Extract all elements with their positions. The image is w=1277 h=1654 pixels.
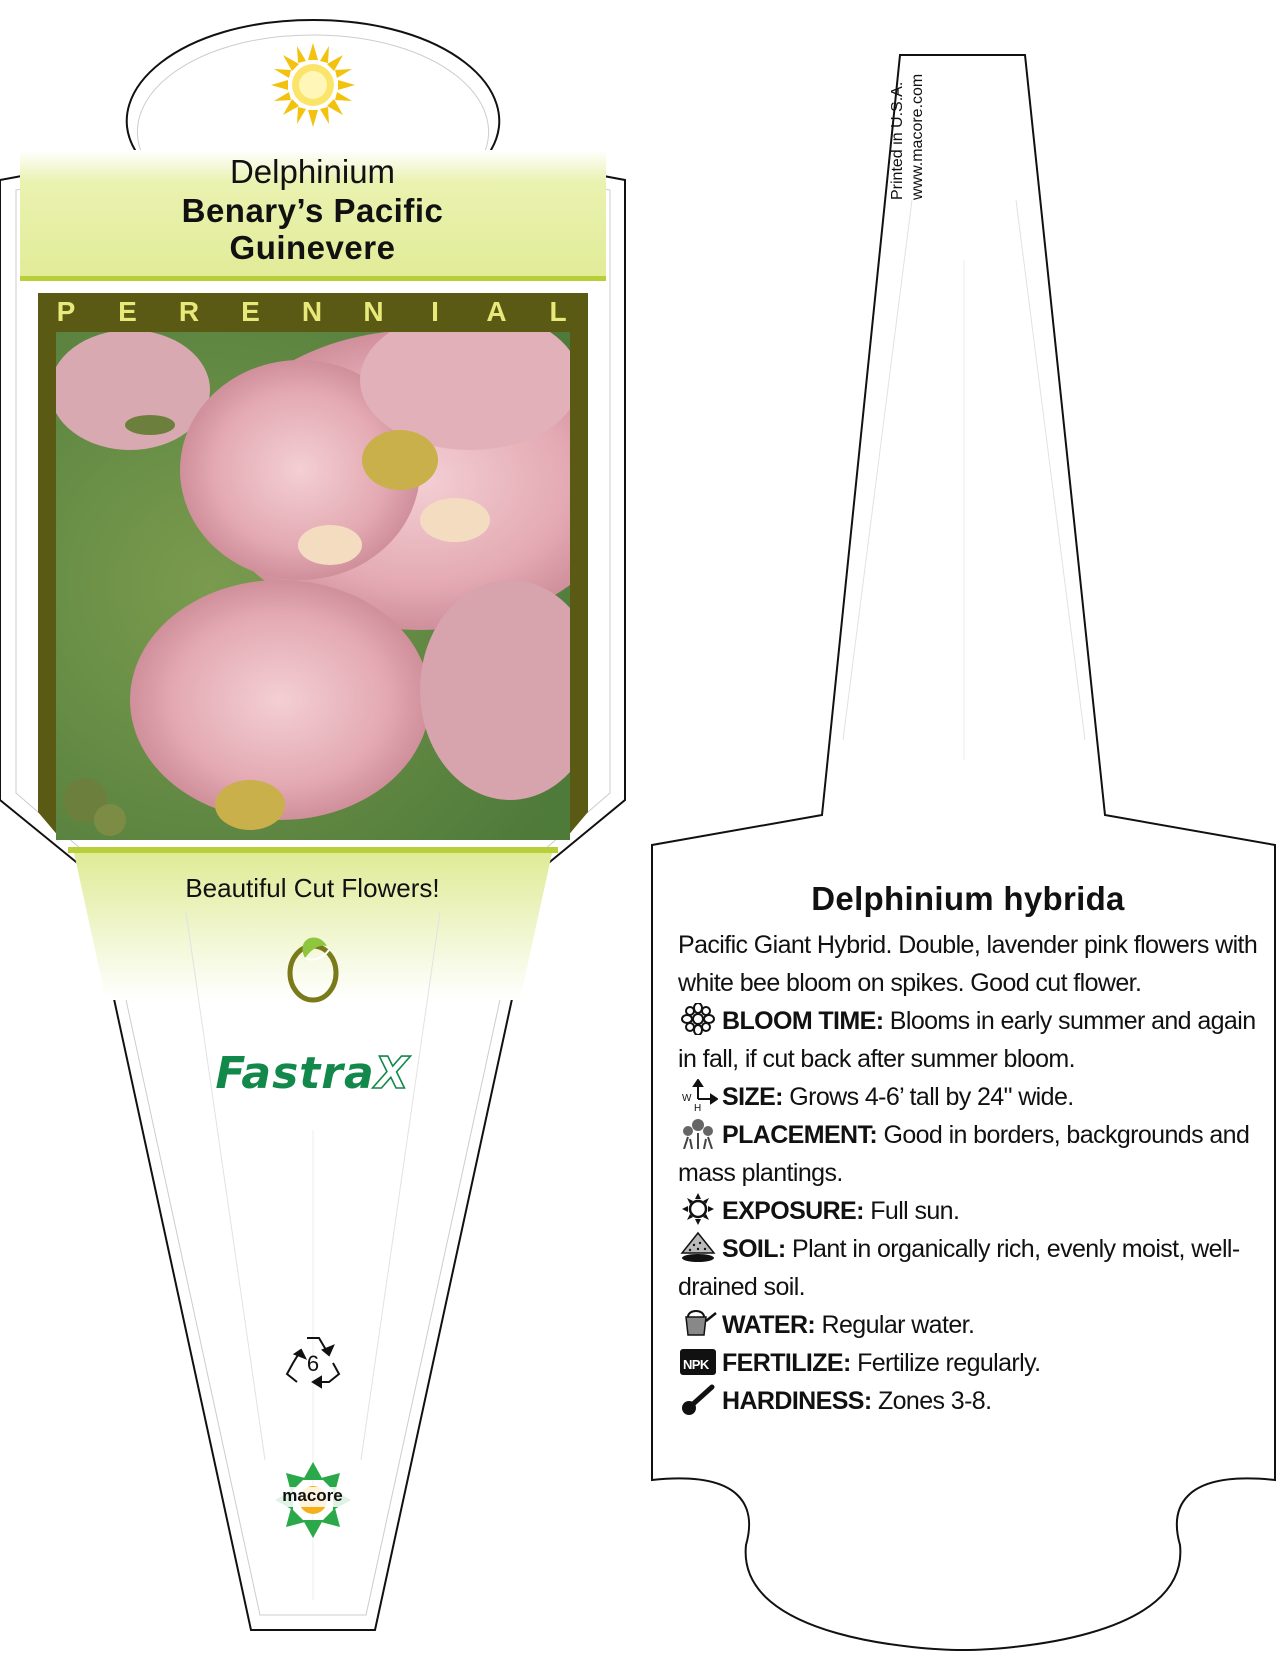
- flower-icon: [678, 1003, 718, 1035]
- cultivar-line-2: Guinevere: [229, 229, 396, 266]
- detail-label: SOIL:: [722, 1235, 786, 1263]
- detail-label: FERTILIZE:: [722, 1349, 851, 1377]
- svg-text:NPK: NPK: [683, 1357, 709, 1372]
- front-title: [40, 152, 585, 266]
- detail-soil: [678, 1230, 1258, 1306]
- care-instructions: [678, 880, 1258, 1420]
- category-letter: L: [549, 296, 567, 327]
- brand-x: X: [374, 1048, 410, 1099]
- category-label: [38, 296, 586, 328]
- plant-description: Pacific Giant Hybrid. Double, lavender pink flowers with white bee bloom on spikes. Good cut flower.: [678, 931, 1258, 997]
- detail-size: [678, 1078, 1258, 1116]
- category-letter: N: [363, 296, 384, 327]
- detail-hardiness: [678, 1382, 1258, 1420]
- category-letter: P: [56, 296, 76, 327]
- printed-line-1: Printed in U.S.A.: [889, 81, 906, 200]
- category-letter: R: [178, 296, 200, 327]
- cultivar-line-1: Benary’s Pacific: [181, 192, 444, 229]
- detail-text: Regular water.: [821, 1311, 975, 1339]
- category-letter: A: [486, 296, 507, 327]
- detail-text: Plant in organically rich, evenly moist, well-drained soil.: [678, 1235, 1240, 1301]
- sun-icon: [678, 1193, 718, 1225]
- detail-text: Zones 3-8.: [877, 1387, 992, 1415]
- brand-main: Fastra: [215, 1048, 375, 1099]
- size-icon: [678, 1079, 718, 1111]
- detail-exposure: [678, 1192, 1258, 1230]
- detail-text: Grows 4-6’ tall by 24" wide.: [789, 1083, 1074, 1111]
- tagline: Beautiful Cut Flowers!: [185, 873, 440, 903]
- detail-text: Full sun.: [870, 1197, 960, 1225]
- macore-logo-text: macore: [282, 1486, 343, 1505]
- sun-icon: [271, 43, 355, 127]
- recycle-code: 6: [306, 1351, 320, 1376]
- genus-name: Delphinium: [229, 153, 396, 190]
- detail-text: Blooms in early summer and again in fall, if cut back after summer bloom.: [678, 1007, 1256, 1073]
- thermometer-icon: [678, 1383, 718, 1415]
- detail-label: PLACEMENT:: [722, 1121, 878, 1149]
- website-line: www.macore.com: [909, 73, 926, 200]
- soil-icon: [678, 1231, 718, 1263]
- detail-label: EXPOSURE:: [722, 1197, 864, 1225]
- species-name: Delphinium hybrida: [811, 880, 1125, 917]
- svg-text:H: H: [694, 1103, 701, 1111]
- npk-icon: [678, 1345, 718, 1377]
- detail-fertilize: [678, 1344, 1258, 1382]
- detail-placement: [678, 1116, 1258, 1192]
- placement-icon: [678, 1117, 718, 1149]
- category-letter: N: [301, 296, 323, 327]
- category-letter: I: [431, 296, 439, 327]
- detail-text: Good in borders, backgrounds and mass plantings.: [678, 1121, 1250, 1187]
- watering-can-icon: [678, 1307, 718, 1339]
- detail-label: HARDINESS:: [722, 1387, 872, 1415]
- detail-bloom-time: [678, 1002, 1258, 1078]
- detail-label: BLOOM TIME:: [722, 1007, 884, 1035]
- svg-text:W: W: [682, 1093, 691, 1104]
- category-letter: E: [241, 296, 260, 327]
- detail-text: Fertilize regularly.: [857, 1349, 1041, 1377]
- printed-in-note: [888, 74, 928, 200]
- detail-label: WATER:: [722, 1311, 816, 1339]
- fastrax-logo: [140, 1048, 485, 1099]
- category-letter: E: [118, 296, 137, 327]
- detail-label: SIZE:: [722, 1083, 783, 1111]
- delphinium-photo: [50, 310, 630, 840]
- detail-water: [678, 1306, 1258, 1344]
